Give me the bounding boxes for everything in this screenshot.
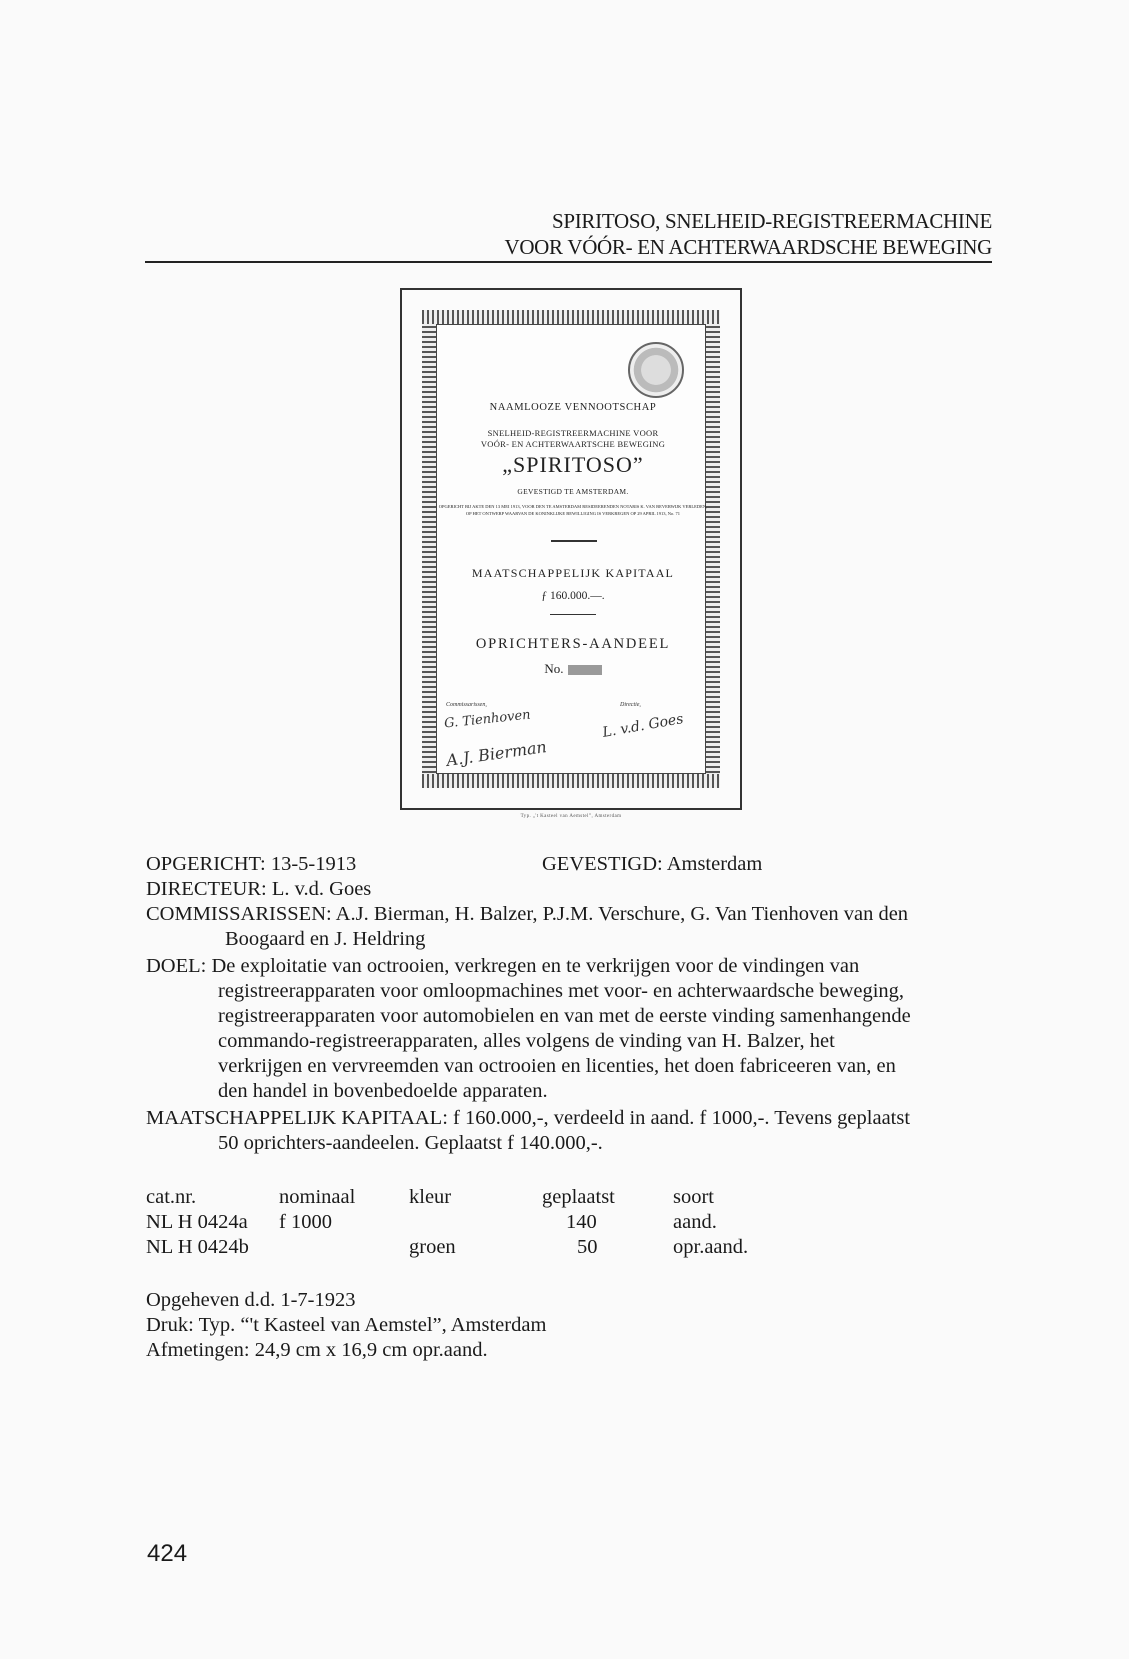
handwritten-signature: A.J. Bierman: [445, 737, 548, 770]
table-cell-nominal: f 1000: [279, 1211, 332, 1233]
table-cell-catnr: NL H 0424b: [146, 1236, 249, 1258]
certificate-divider: [551, 540, 597, 542]
certificate-number: [436, 661, 710, 677]
table-cell-catnr: NL H 0424a: [146, 1211, 248, 1233]
company-seal: [628, 342, 684, 398]
certificate-company-name: „SPIRITOSO”: [502, 452, 644, 477]
certificate-commissioners-label: Commissarissen,: [446, 702, 487, 708]
page-number: 424: [147, 1540, 188, 1567]
certificate-direction-label: Directie,: [620, 702, 641, 708]
certificate-purpose-line-1: SNELHEID-REGISTREERMACHINE VOOR: [487, 428, 659, 438]
certificate-seat: GEVESTIGD TE AMSTERDAM.: [517, 487, 629, 496]
purpose-line-6: den handel in bovenbedoelde apparaten.: [218, 1080, 548, 1102]
purpose-line-3: registreerapparaten voor automobielen en van met de eerste vinding samenhangende: [218, 1005, 911, 1027]
dimensions-info: Afmetingen: 24,9 cm x 16,9 cm opr.aand.: [146, 1339, 488, 1361]
capital-line-1: MAATSCHAPPELIJK KAPITAAL: f 160.000,-, verdeeld in aand. f 1000,-. Tevens geplaatst: [146, 1107, 911, 1129]
header-line-2: VOOR VÓÓR- EN ACHTERWAARDSCHE BEWEGING: [504, 235, 992, 259]
certificate-capital-value: ƒ 160.000.—.: [541, 590, 605, 602]
table-cell-type: opr.aand.: [673, 1236, 749, 1258]
table-cell-issued: 140: [566, 1211, 597, 1233]
table-header-color: kleur: [409, 1186, 452, 1208]
purpose-line-5: verkrijgen en vervreemden van octrooien en licenties, het doen fabriceeren van, en: [218, 1055, 896, 1077]
table-header-catnr: cat.nr.: [146, 1186, 197, 1208]
printer-info: Druk: Typ. “'t Kasteel van Aemstel”, Amsterdam: [146, 1314, 547, 1336]
certificate-number-stamp: [568, 665, 602, 675]
commissioners-line-1: COMMISSARISSEN: A.J. Bierman, H. Balzer, P.J.M. Verschure, G. Van Tienhoven van den: [146, 903, 909, 925]
seat-location: GEVESTIGD: Amsterdam: [542, 853, 763, 875]
header-line-1: SPIRITOSO, SNELHEID-REGISTREERMACHINE: [551, 209, 992, 233]
director: DIRECTEUR: L. v.d. Goes: [146, 878, 372, 900]
capital-line-2: 50 oprichters-aandeelen. Geplaatst f 140.000,-.: [218, 1132, 603, 1154]
table-cell-color: groen: [409, 1236, 456, 1258]
table-cell-type: aand.: [673, 1211, 717, 1233]
header-rule: [145, 261, 992, 263]
purpose-line-4: commando-registreerapparaten, alles volgens de vinding van H. Balzer, het: [218, 1030, 835, 1052]
share-certificate-image: [400, 288, 742, 810]
table-header-type: soort: [673, 1186, 714, 1208]
certificate-purpose-line-2: VOÓR- EN ACHTERWAARTSCHE BEWEGING: [480, 439, 666, 449]
certificate-capital-label: MAATSCHAPPELIJK KAPITAAL: [471, 566, 675, 580]
certificate-purpose: [436, 428, 710, 450]
table-header-issued: geplaatst: [542, 1186, 615, 1208]
certificate-company-form: NAAMLOOZE VENNOOTSCHAP: [489, 402, 657, 413]
certificate-fine-print: OPGERICHT BIJ AKTE DEN 13 MEI 1913, VOOR DEN TE AMSTERDAM RESIDEERENDEN NOTARIS K. VAN BEVERWIJK VERLEDEN, OP HET ONTWERP WAARVAN DE KONINKLIJKE BEWILLIGING IS VERKREGEN OP 29 APRIL 1913, No. 71: [438, 504, 708, 516]
commissioners-line-2: Boogaard en J. Heldring: [225, 928, 426, 950]
purpose-line-2: registreerapparaten voor omloopmachines met voor- en achterwaardsche beweging,: [218, 980, 905, 1002]
running-header: [132, 208, 992, 260]
certificate-divider: [550, 614, 596, 615]
handwritten-signature: G. Tienhoven: [443, 707, 532, 732]
table-header-nominal: nominaal: [279, 1186, 356, 1208]
handwritten-signature: L. v.d. Goes: [601, 711, 685, 741]
dissolved-date: Opgeheven d.d. 1-7-1923: [146, 1289, 356, 1311]
table-cell-issued: 50: [577, 1236, 598, 1258]
purpose-line-1: DOEL: De exploitatie van octrooien, verkregen en te verkrijgen voor de vindingen van: [146, 955, 860, 977]
certificate-number-label: No.: [544, 661, 564, 676]
certificate-share-type: OPRICHTERS-AANDEEL: [475, 636, 671, 652]
certificate-printer-line: Typ. „'t Kasteel van Aemstel”, Amsterdam: [520, 814, 622, 819]
founded-date: OPGERICHT: 13-5-1913: [146, 853, 357, 875]
